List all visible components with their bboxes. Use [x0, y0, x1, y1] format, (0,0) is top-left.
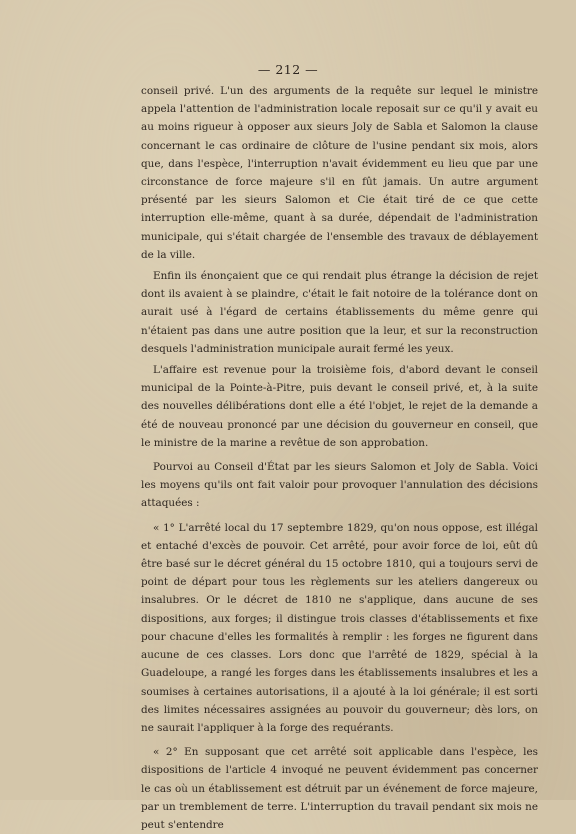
paragraph: Pourvoi au Conseil d'État par les sieurs Salomon et Joly de Sabla. Voici les moyens qu'ils ont fait valoir pour provoquer l'annulation des décisions attaquées : [141, 461, 538, 510]
paragraph: Enfin ils énonçaient que ce qui rendait plus étrange la décision de rejet dont ils avaient à se plaindre, c'était le fait notoire de la tolérance dont on aurait usé à l'égard de certains établissements du même genre qui n'étaient pas dans une autre position que la leur, et sur la reconstruction desquels l'administration municipale aurait fermé les yeux. [141, 270, 538, 355]
paragraph-quote: « 2° En supposant que cet arrêté soit applicable dans l'espèce, les dispositions de l'article 4 invoqué ne peuvent évidemment pas concerner le cas où un établissement est détruit par un événement de force majeure, par un tremblement de terre. L'interruption du travail pendant six mois ne peut s'entendre [141, 746, 538, 831]
paragraph: L'affaire est revenue pour la troisième fois, d'abord devant le conseil municipal de la Pointe-à-Pitre, puis devant le conseil privé, et, à la suite des nouvelles délibérations dont elle a été l'objet, le rejet de la demande a été de nouveau prononcé par une décision du gouverneur en conseil, que le ministre de la marine a revêtue de son approbation. [141, 364, 538, 449]
body-text [141, 82, 538, 834]
page-number: — 212 — [257, 62, 319, 77]
paragraph-quote: « 1° L'arrêté local du 17 septembre 1829, qu'on nous oppose, est illégal et entaché d'excès de pouvoir. Cet arrêté, pour avoir force de loi, eût dû être basé sur le décret général du 15 octobre 1810, qui a toujours servi de point de départ pour tous les règlements sur les ateliers dangereux ou insalubres. Or le décret de 1810 ne s'applique, dans aucune de ses dispositions, aux forges; il distingue trois classes d'établissements et fixe pour chacune d'elles les formalités à remplir : les forges ne figurent dans aucune de ces classes. Lors donc que l'arrêté de 1829, spécial à la Guadeloupe, a rangé les forges dans les établissements insalubres et les a soumises à certaines autorisations, il a ajouté à la loi générale; il est sorti des limites nécessaires assignées au pouvoir du gouverneur; dès lors, on ne saurait l'appliquer à la forge des requérants. [141, 521, 538, 734]
paragraph-continuation: conseil privé. L'un des arguments de la requête sur lequel le ministre appela l'attention de l'administration locale reposait sur ce qu'il y avait eu au moins rigueur à opposer aux sieurs Joly de Sabla et Salomon la clause concernant le cas ordinaire de clôture de l'usine pendant six mois, alors que, dans l'espèce, l'interruption n'avait évidemment eu lieu que par une circonstance de force majeure s'il en fût jamais. Un autre argument présenté par les sieurs Salomon et Cie était tiré de ce que cette interruption elle-même, quant à sa durée, dépendait de l'administration municipale, qui s'était chargée de l'ensemble des travaux de déblayement de la ville. [141, 85, 538, 261]
